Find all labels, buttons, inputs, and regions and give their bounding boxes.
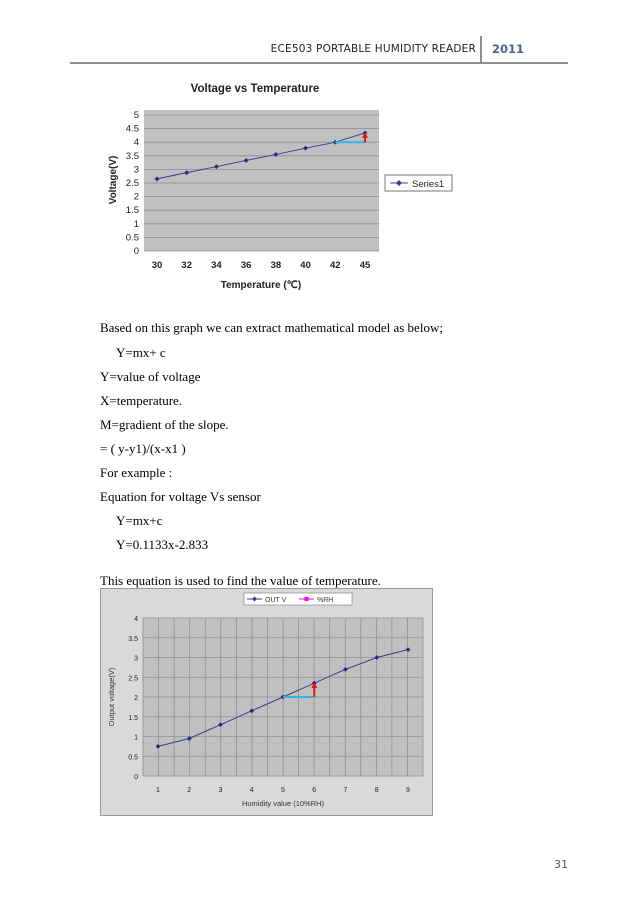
c1-y-tick-label: 4 — [133, 137, 139, 149]
c1-y-tick-label: 5 — [133, 110, 139, 121]
gradient-formula: = ( y-y1)/(x-x1 ) — [100, 441, 186, 456]
c2-x-tick-label: 8 — [374, 787, 379, 794]
c2-y-tick-label: 3 — [134, 655, 138, 663]
c2-x-tick-label: 3 — [218, 787, 223, 794]
header-divider — [480, 36, 482, 62]
chart1-title: Voltage vs Temperature — [190, 83, 320, 95]
chart1-y-ticks — [126, 110, 139, 257]
document-year: 2011 — [492, 42, 525, 56]
c1-x-tick-label: 40 — [300, 260, 311, 271]
c1-y-tick-label: 2.5 — [125, 178, 139, 189]
c2-y-tick-label: 2 — [134, 695, 138, 702]
c1-y-tick-label: 0 — [133, 246, 139, 257]
definition-m: M=gradient of the slope. — [100, 417, 229, 432]
chart1-y-label: Voltage(V) — [108, 155, 119, 205]
c2-x-tick-label: 4 — [249, 787, 254, 794]
c2-y-tick-label: 0.5 — [128, 754, 138, 762]
c2-y-tick-label: 2.5 — [128, 675, 138, 683]
chart1-legend-series1: Series1 — [412, 179, 445, 190]
output-voltage-humidity-chart — [100, 588, 433, 816]
c1-x-tick-label: 34 — [211, 260, 222, 271]
chart2-legend-out-v: OUT V — [265, 597, 287, 604]
chart1-x-ticks — [152, 260, 371, 271]
c1-y-tick-label: 1 — [133, 218, 139, 230]
page-number: 31 — [554, 858, 568, 871]
chart1-x-label: Temperature (℃) — [220, 280, 302, 291]
definition-y: Y=value of voltage — [100, 369, 201, 384]
c1-y-tick-label: 4.5 — [125, 123, 139, 135]
voltage-temperature-chart — [100, 78, 540, 303]
example-equation-2: Y=0.1133x-2.833 — [116, 537, 209, 552]
page-header — [70, 34, 568, 64]
c1-y-tick-label: 3 — [133, 164, 139, 176]
conclusion-text: This equation is used to find the value of temperature. — [100, 573, 381, 588]
chart2-x-label: Humidity value (10%RH) — [241, 799, 325, 808]
c1-y-tick-label: 3.5 — [125, 150, 139, 162]
c1-x-tick-label: 32 — [181, 260, 193, 271]
c1-x-tick-label: 36 — [240, 260, 252, 271]
chart2-y-label: Output voltage(V) — [107, 667, 116, 727]
c2-y-tick-label: 1.5 — [128, 714, 138, 722]
c2-x-tick-label: 7 — [343, 787, 348, 794]
c1-x-tick-label: 30 — [151, 260, 163, 271]
c1-x-tick-label: 45 — [359, 260, 371, 271]
c2-x-tick-label: 9 — [406, 787, 410, 794]
chart1-plot-area — [144, 110, 379, 251]
document-title: ECE503 PORTABLE HUMIDITY READER — [270, 43, 476, 55]
c1-x-tick-label: 42 — [329, 260, 341, 271]
c2-y-tick-label: 4 — [134, 616, 138, 623]
c2-y-tick-label: 1 — [134, 734, 138, 742]
example-title: Equation for voltage Vs sensor — [100, 489, 261, 504]
c1-x-tick-label: 38 — [270, 260, 282, 271]
c1-y-tick-label: 0.5 — [125, 232, 139, 244]
c2-y-tick-label: 3.5 — [128, 635, 138, 643]
c1-y-tick-label: 1.5 — [125, 205, 139, 217]
c2-y-tick-label: 0 — [134, 774, 138, 781]
general-equation: Y=mx+ c — [116, 345, 166, 360]
example-equation-1: Y=mx+c — [116, 513, 163, 528]
chart1-legend — [385, 175, 452, 191]
chart2-legend-rh: %RH — [317, 597, 334, 604]
c2-x-tick-label: 2 — [187, 787, 192, 794]
intro-text: Based on this graph we can extract mathematical model as below; — [100, 320, 443, 335]
chart2-legend — [244, 593, 352, 605]
c2-x-tick-label: 5 — [281, 787, 285, 794]
header-rule — [70, 62, 568, 64]
example-intro: For example : — [100, 465, 173, 480]
c2-x-tick-label: 6 — [312, 787, 317, 794]
definition-x: X=temperature. — [100, 393, 183, 408]
c1-y-tick-label: 2 — [133, 191, 139, 203]
c2-x-tick-label: 1 — [156, 787, 160, 794]
